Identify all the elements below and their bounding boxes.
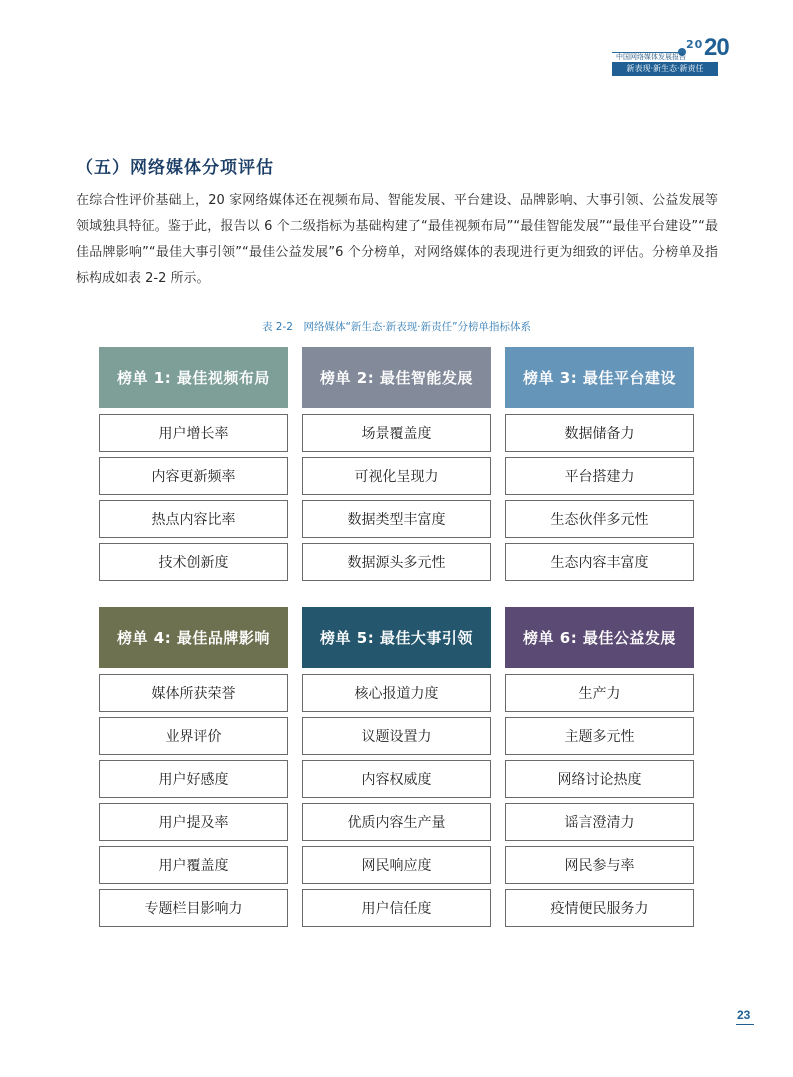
- indicator-cell: 内容权威度: [302, 760, 491, 798]
- list-header: 榜单 3: 最佳平台建设: [505, 347, 694, 408]
- page-number: 23: [737, 1008, 751, 1022]
- indicator-cell: 数据源头多元性: [302, 543, 491, 581]
- list-column-1: [99, 347, 288, 581]
- indicator-cell: 技术创新度: [99, 543, 288, 581]
- indicator-cell: 平台搭建力: [505, 457, 694, 495]
- indicator-cell: 专题栏目影响力: [99, 889, 288, 927]
- list-column-5: [302, 607, 491, 927]
- list-header: 榜单 4: 最佳品牌影响: [99, 607, 288, 668]
- indicator-cell: 数据储备力: [505, 414, 694, 452]
- indicator-cell: 用户信任度: [302, 889, 491, 927]
- badge-year-small: 20: [686, 38, 704, 51]
- list-header: 榜单 2: 最佳智能发展: [302, 347, 491, 408]
- indicator-cell: 可视化呈现力: [302, 457, 491, 495]
- list-header: 榜单 6: 最佳公益发展: [505, 607, 694, 668]
- report-subtitle: 新表现·新生态·新责任: [612, 62, 718, 76]
- indicator-cell: 疫情便民服务力: [505, 889, 694, 927]
- indicator-cell: 用户增长率: [99, 414, 288, 452]
- list-header: 榜单 5: 最佳大事引领: [302, 607, 491, 668]
- intro-paragraph: 在综合性评价基础上，20 家网络媒体还在视频布局、智能发展、平台建设、品牌影响、大事引领、公益发展等领域独具特征。鉴于此，报告以 6 个二级指标为基础构建了“最佳视频布局”“最佳智能发展”“最佳平台建设”“最佳品牌影响”“最佳大事引领”“最佳公益发展”6 个分榜单，对网络媒体的表现进行更为细致的评估。分榜单及指标构成如表 2-2 所示。: [76, 193, 718, 286]
- list-header: 榜单 1: 最佳视频布局: [99, 347, 288, 408]
- indicator-cell: 场景覆盖度: [302, 414, 491, 452]
- indicator-cell: 热点内容比率: [99, 500, 288, 538]
- indicator-cell: 生态伙伴多元性: [505, 500, 694, 538]
- indicator-cell: 谣言澄清力: [505, 803, 694, 841]
- indicator-cell: 数据类型丰富度: [302, 500, 491, 538]
- list-column-3: [505, 347, 694, 581]
- indicator-cell: 核心报道力度: [302, 674, 491, 712]
- page-number-rule: [736, 1024, 754, 1025]
- indicator-cell: 用户提及率: [99, 803, 288, 841]
- indicator-cell: 网络讨论热度: [505, 760, 694, 798]
- list-column-6: [505, 607, 694, 927]
- indicator-cell: 用户好感度: [99, 760, 288, 798]
- report-title: 中国网络媒体发展报告: [616, 53, 686, 61]
- list-column-2: [302, 347, 491, 581]
- indicator-cell: 议题设置力: [302, 717, 491, 755]
- indicator-cell: 内容更新频率: [99, 457, 288, 495]
- indicator-cell: 生产力: [505, 674, 694, 712]
- indicator-cell: 网民参与率: [505, 846, 694, 884]
- section-title: （五）网络媒体分项评估: [76, 158, 274, 178]
- indicator-cell: 生态内容丰富度: [505, 543, 694, 581]
- indicator-cell: 用户覆盖度: [99, 846, 288, 884]
- indicator-cell: 业界评价: [99, 717, 288, 755]
- indicator-cell: 网民响应度: [302, 846, 491, 884]
- table-caption: 表 2-2 网络媒体“新生态·新表现·新责任”分榜单指标体系: [261, 321, 532, 333]
- indicator-cell: 主题多元性: [505, 717, 694, 755]
- indicator-cell: 优质内容生产量: [302, 803, 491, 841]
- report-header-badge: [612, 34, 729, 76]
- indicator-cell: 媒体所获荣誉: [99, 674, 288, 712]
- badge-year-big: 20: [704, 34, 729, 61]
- list-column-4: [99, 607, 288, 927]
